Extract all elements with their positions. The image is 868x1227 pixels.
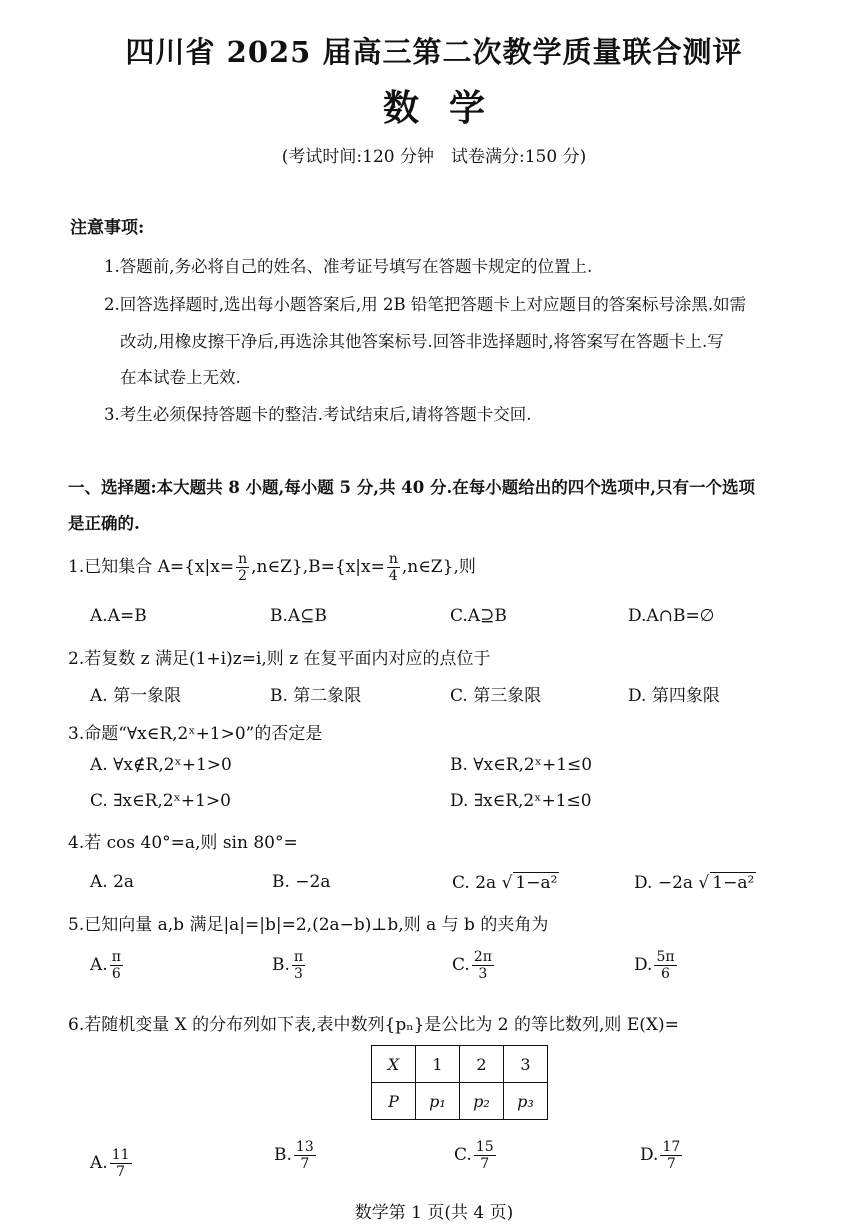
section-heading-cont: 是正确的. xyxy=(68,514,140,533)
section-heading: 一、选择题:本大题共 8 小题,每小题 5 分,共 40 分.在每小题给出的四个选项中,只有一个选项 xyxy=(68,478,755,497)
q4-option-d: D. −2a √ 1−a² xyxy=(634,873,755,893)
question-2: 2.若复数 z 满足(1+i)z=i,则 z 在复平面内对应的点位于 xyxy=(68,649,491,669)
q2-option-b: B. 第二象限 xyxy=(270,686,362,706)
q1-prefix: 1.已知集合 A= xyxy=(68,557,185,577)
q1-set-b: {x|x= xyxy=(334,557,385,577)
q1-option-d: D.A∩B=∅ xyxy=(628,606,715,626)
notice-heading: 注意事项: xyxy=(70,218,145,238)
q4-option-c: C. 2a √ 1−a² xyxy=(452,873,558,893)
q1-option-c: C.A⊇B xyxy=(450,606,507,626)
table-cell: P xyxy=(372,1083,416,1120)
notice-item-3: 3.考生必须保持答题卡的整洁.考试结束后,请将答题卡交回. xyxy=(104,405,532,424)
notice-item-2: 2.回答选择题时,选出每小题答案后,用 2B 铅笔把答题卡上对应题目的答案标号涂黑.如需 xyxy=(104,295,747,314)
table-cell: 2 xyxy=(460,1046,504,1083)
exam-title: 四川省 2025 届高三第二次教学质量联合测评 xyxy=(125,35,743,69)
table-row xyxy=(372,1083,548,1120)
q3-option-b: B. ∀x∈R,2ˣ+1≤0 xyxy=(450,755,593,775)
table-cell: p₁ xyxy=(416,1083,460,1120)
q3-option-c: C. ∃x∈R,2ˣ+1>0 xyxy=(90,791,231,811)
table-cell: p₂ xyxy=(460,1083,504,1120)
q2-option-c: C. 第三象限 xyxy=(450,686,542,706)
notice-item-2-cont: 改动,用橡皮擦干净后,再选涂其他答案标号.回答非选择题时,将答案写在答题卡上.写 xyxy=(120,332,724,351)
q2-option-a: A. 第一象限 xyxy=(90,686,182,706)
q1-option-b: B.A⊆B xyxy=(270,606,327,626)
q5-option-b: B. $\frac{\pi}{3}$ xyxy=(272,949,304,982)
table-row xyxy=(372,1046,548,1083)
exam-time-info: (考试时间:120 分钟 试卷满分:150 分) xyxy=(281,147,587,167)
distribution-table xyxy=(371,1045,548,1120)
q6-option-c: C. $\frac{15}{7}$ xyxy=(454,1139,494,1172)
q6-option-a: A. $\frac{11}{7}$ xyxy=(90,1147,130,1180)
table-cell: 1 xyxy=(416,1046,460,1083)
q1-frac-b: $\frac{n}{4}$ xyxy=(388,551,398,584)
q3-option-d: D. ∃x∈R,2ˣ+1≤0 xyxy=(450,791,592,811)
q5-option-a: A. $\frac{\pi}{6}$ xyxy=(90,949,121,982)
q6-option-b: B. $\frac{13}{7}$ xyxy=(274,1139,314,1172)
q2-option-d: D. 第四象限 xyxy=(628,686,720,706)
q5-option-c: C. $\frac{2\pi}{3}$ xyxy=(452,949,492,982)
q1-frac-a: $\frac{n}{2}$ xyxy=(238,551,248,584)
page-footer: 数学第 1 页(共 4 页) xyxy=(354,1203,514,1223)
q6-option-d: D. $\frac{17}{7}$ xyxy=(640,1139,681,1172)
q1-set-a: {x|x= xyxy=(184,557,235,577)
q1-tail-b: ,n∈Z},则 xyxy=(401,557,476,577)
question-1 xyxy=(68,552,476,583)
q1-option-a: A.A=B xyxy=(90,606,147,626)
table-cell: p₃ xyxy=(504,1083,548,1120)
question-5: 5.已知向量 a,b 满足|a|=|b|=2,(2a−b)⊥b,则 a 与 b 的夹角为 xyxy=(68,915,549,935)
notice-item-1: 1.答题前,务必将自己的姓名、准考证号填写在答题卡规定的位置上. xyxy=(104,257,593,276)
question-4: 4.若 cos 40°=a,则 sin 80°= xyxy=(68,833,298,853)
q1-tail-a: ,n∈Z},B= xyxy=(251,557,335,577)
q4-option-a: A. 2a xyxy=(90,872,135,892)
q5-option-d: D. $\frac{5\pi}{6}$ xyxy=(634,949,675,982)
q4-option-b: B. −2a xyxy=(272,872,331,892)
q3-option-a: A. ∀x∉R,2ˣ+1>0 xyxy=(90,755,232,775)
table-cell: X xyxy=(372,1046,416,1083)
question-6: 6.若随机变量 X 的分布列如下表,表中数列{pₙ}是公比为 2 的等比数列,则 E(X)= xyxy=(68,1015,679,1035)
subject-title: 数学 xyxy=(382,87,515,129)
notice-item-2-cont2: 在本试卷上无效. xyxy=(120,368,241,387)
question-3: 3.命题“∀x∈R,2ˣ+1>0”的否定是 xyxy=(68,724,323,744)
table-cell: 3 xyxy=(504,1046,548,1083)
